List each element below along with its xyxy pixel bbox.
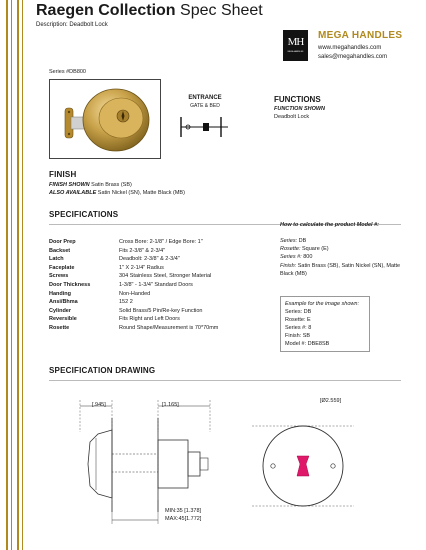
brand-website[interactable]: www.megahandles.com bbox=[318, 45, 382, 51]
example-box bbox=[280, 296, 370, 352]
dimension-right: [1.165] bbox=[162, 402, 179, 408]
logo-caption: MEGA HANDLES bbox=[287, 51, 304, 53]
description: Description: Deadbolt Lock bbox=[36, 22, 108, 28]
dimension-max: MAX:45[1.772] bbox=[165, 516, 202, 522]
spec-value: 1-3/8" - 1-3/4" Standard Doors bbox=[119, 282, 193, 288]
dimension-diameter: [Ø2.559] bbox=[320, 398, 342, 404]
spec-label: Faceplate bbox=[49, 264, 75, 271]
divider bbox=[49, 380, 401, 381]
spec-value: Non-Handed bbox=[119, 290, 151, 297]
spec-label: Cylinder bbox=[49, 307, 72, 314]
example-title: Example for the image shown: bbox=[285, 301, 359, 307]
decorative-gold-line bbox=[11, 0, 12, 550]
spec-value: 1" X 2-1/4" Radius bbox=[119, 264, 164, 271]
spec-label: Reversible bbox=[49, 316, 77, 323]
functions-title: FUNCTIONS bbox=[274, 95, 321, 104]
logo-letters: MH bbox=[287, 36, 304, 48]
decorative-gold-line bbox=[17, 0, 19, 550]
model-calc-rosette: Rosette: Square (E) bbox=[280, 246, 329, 252]
decorative-gold-line bbox=[22, 0, 23, 550]
model-calc-finish: Finish: Satin Brass (SB), Satin Nickel (SN), Matte Black (MB) bbox=[280, 263, 401, 277]
specifications-title: SPECIFICATIONS bbox=[49, 210, 119, 219]
brand-name: MEGA HANDLES bbox=[318, 30, 403, 41]
brand-logo bbox=[283, 30, 308, 61]
spec-value: 304 Stainless Steel, Stronger Material bbox=[119, 273, 212, 280]
example-line: Finish: SB bbox=[285, 333, 311, 339]
brand-email[interactable]: sales@megahandles.com bbox=[318, 54, 388, 60]
example-line: Series #: 8 bbox=[285, 325, 312, 331]
example-line: Model #: DBE8SB bbox=[285, 341, 330, 347]
finish-shown-value: Satin Brass (SB) bbox=[91, 182, 132, 188]
series-label: Series #DB800 bbox=[49, 69, 86, 75]
drawing-title: SPECIFICATION DRAWING bbox=[49, 366, 156, 375]
finish-also-label: ALSO AVAILABLE bbox=[49, 190, 97, 196]
spec-label: Handing bbox=[49, 290, 71, 297]
side-view-drawing bbox=[60, 392, 230, 542]
spec-label: Screws bbox=[49, 273, 69, 280]
dimension-min: MIN:35 [1.378] bbox=[165, 508, 202, 514]
spec-value: Deadbolt: 2-3/8" & 2-3/4" bbox=[119, 256, 180, 263]
spec-label: Door Thickness bbox=[49, 282, 91, 288]
finish-shown bbox=[49, 182, 132, 188]
finish-shown-label: FINISH SHOWN bbox=[49, 182, 90, 188]
spec-value: Fits 2-3/8" & 2-3/4" bbox=[119, 247, 166, 254]
spec-label: Ansi/Bhma bbox=[49, 299, 78, 306]
spec-label: Rosette bbox=[49, 325, 70, 331]
example-line: Series: DB bbox=[285, 309, 312, 315]
function-shown-label: FUNCTION SHOWN bbox=[274, 106, 326, 112]
model-calc-series: Series: DB bbox=[280, 238, 307, 244]
entrance-function-icon bbox=[176, 114, 232, 140]
spec-label: Door Prep bbox=[49, 239, 76, 245]
spec-value: 152 2 bbox=[119, 299, 133, 306]
finish-title: FINISH bbox=[49, 170, 77, 179]
model-calc-series-number: Series #: 800 bbox=[280, 254, 313, 260]
finish-also bbox=[49, 190, 185, 196]
entrance-subtitle: GATE & BED bbox=[190, 103, 220, 109]
example-line: Rosette: E bbox=[285, 317, 311, 323]
spec-value: Round Shape/Measurement is 70*70mm bbox=[119, 325, 219, 331]
spec-label: Backset bbox=[49, 247, 71, 254]
product-photo bbox=[49, 79, 161, 159]
page-title: Raegen Collection Spec Sheet bbox=[36, 2, 263, 19]
entrance-title: ENTRANCE bbox=[188, 95, 222, 101]
spec-value: Fits Right and Left Doors bbox=[119, 316, 180, 323]
decorative-gold-line bbox=[6, 0, 8, 550]
model-calc-title: How to calculate the product Model #: bbox=[280, 222, 380, 228]
function-shown-value: Deadbolt Lock bbox=[274, 114, 310, 120]
front-view-drawing bbox=[238, 392, 378, 532]
spec-label: Latch bbox=[49, 256, 64, 263]
spec-value: Solid Brass/5 Pin/Re-key Function bbox=[119, 307, 203, 314]
spec-value: Cross Bore: 2-1/8" / Edge Bore: 1" bbox=[119, 239, 203, 245]
finish-also-value: Satin Nickel (SN), Matte Black (MB) bbox=[97, 190, 185, 196]
dimension-left: [.945] bbox=[92, 402, 106, 408]
